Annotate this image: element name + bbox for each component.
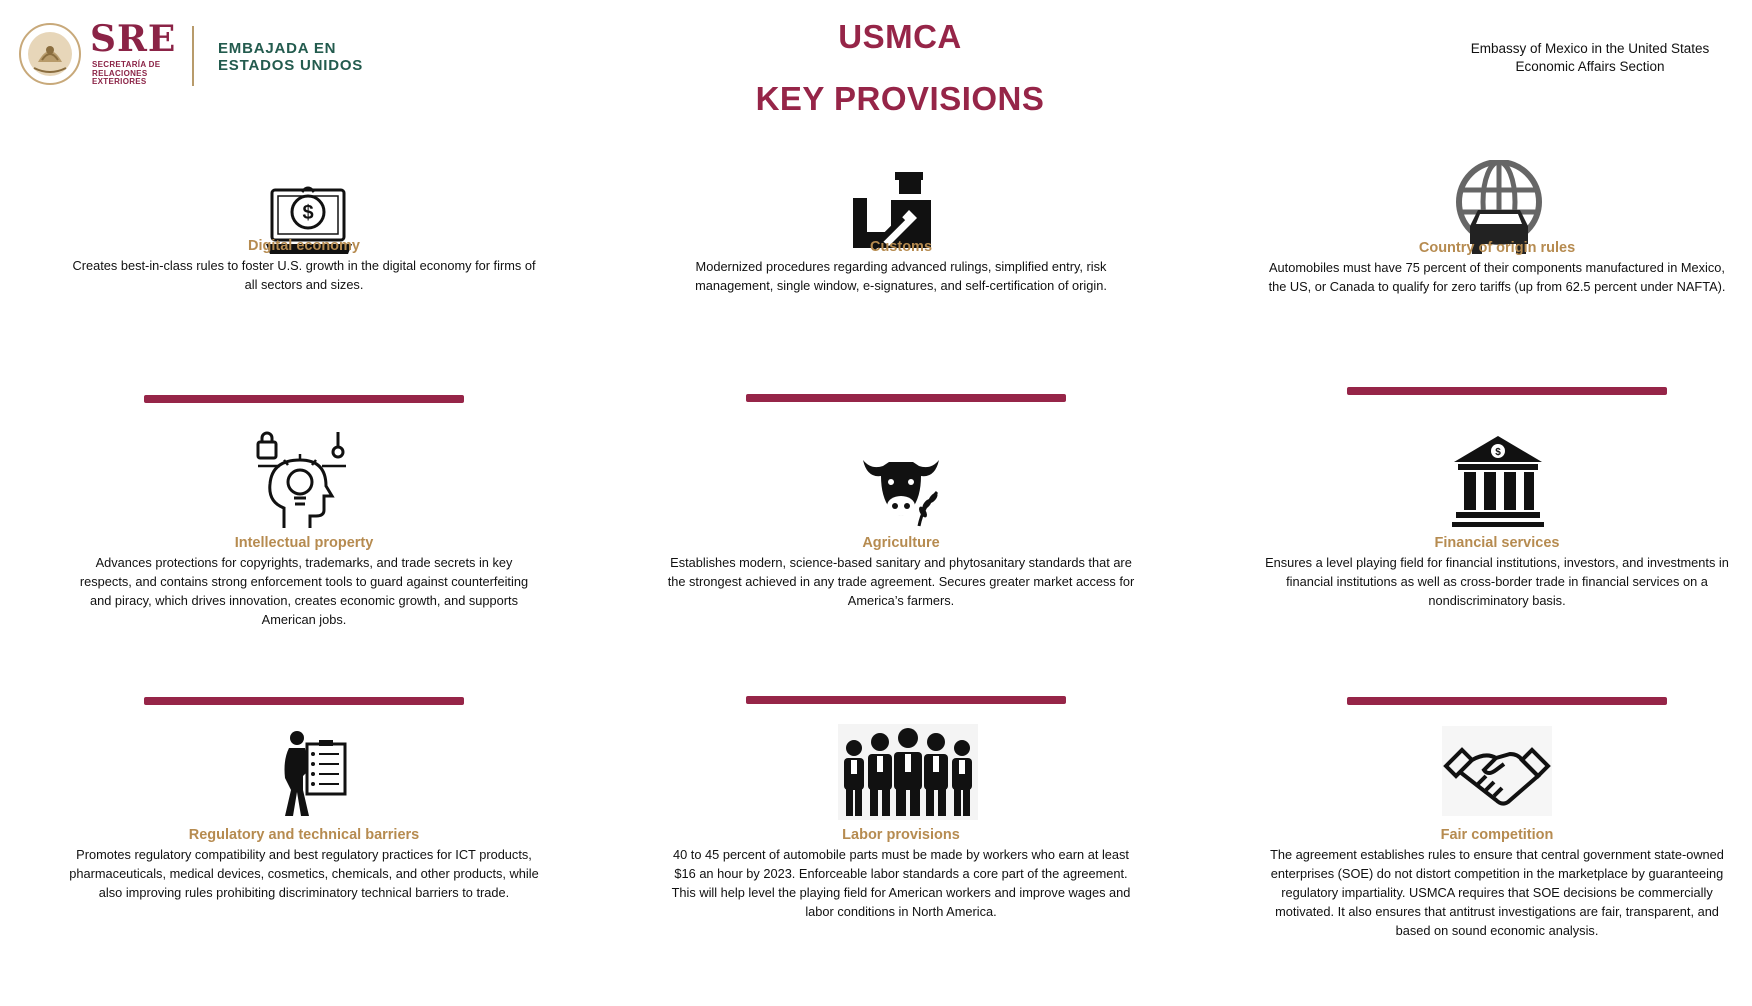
card-title: Country of origin rules	[1418, 240, 1576, 256]
card-country-of-origin-rules	[1262, 160, 1732, 340]
embassy-note-line1: Embassy of Mexico in the United States	[1470, 41, 1710, 56]
card-financial-services	[1262, 428, 1732, 628]
card-title: Fair competition	[1440, 827, 1554, 843]
sre-fullname: SECRETARÍA DE RELACIONES EXTERIORES	[92, 60, 161, 86]
cow-wheat-icon	[861, 448, 941, 528]
card-text: Automobiles must have 75 percent of their components manufactured in Mexico, the US, or Canada to qualify for zero tariffs (up from 62.5 percent under NAFTA).	[1268, 260, 1726, 294]
svg-text:$: $	[302, 202, 314, 224]
card-title: Customs	[869, 239, 933, 255]
svg-text:$: $	[1495, 447, 1501, 458]
sre-acronym: SRE	[90, 18, 177, 60]
card-regulatory-and-technical-barriers	[69, 720, 539, 940]
separator-bar	[1347, 697, 1667, 705]
separator-bar	[144, 395, 464, 403]
card-title: Regulatory and technical barriers	[188, 827, 420, 843]
embassy-logo-text: EMBAJADA EN ESTADOS UNIDOS	[218, 40, 364, 74]
handshake-icon	[1442, 726, 1552, 816]
card-text: Modernized procedures regarding advanced rulings, simplified entry, risk management, single window, e-signatures, and self-certification of origin.	[695, 259, 1107, 293]
page-subtitle: KEY PROVISIONS	[755, 80, 1045, 117]
separator-bar	[1347, 387, 1667, 395]
card-title: Labor provisions	[842, 827, 960, 843]
card-text: Establishes modern, science-based sanitary and phytosanitary standards that are the strongest achieved in any trade agreement. Secures greater market access for America’s farmers.	[667, 555, 1135, 608]
workers-icon	[838, 724, 978, 820]
card-text: 40 to 45 percent of automobile parts must be made by workers who earn at least $16 an hour by 2023. Enforceable labor standards a core part of the agreement. This will help level the playing field for American workers and improve wages and labor conditions in North America.	[671, 847, 1131, 919]
card-title: Digital economy	[248, 238, 360, 254]
card-text: The agreement establishes rules to ensure that central government state-owned enterprises (SOE) do not distort competition in the marketplace by guaranteeing regulatory impartiality. USMCA requires that SOE decisions be commercially motivated. It also ensures that antitrust investigations are fair, transparent, and based on sound economic analysis.	[1270, 847, 1724, 938]
page-title: USMCA	[838, 18, 962, 55]
card-agriculture	[666, 428, 1136, 628]
card-customs	[666, 160, 1136, 340]
embassy-note	[1420, 40, 1752, 76]
separator-bar	[746, 394, 1066, 402]
separator-bar	[144, 697, 464, 705]
card-intellectual-property	[69, 428, 539, 628]
card-labor-provisions	[666, 720, 1136, 940]
card-text: Creates best-in-class rules to foster U.S. growth in the digital economy for firms of all sectors and sizes.	[72, 258, 536, 292]
clipboard-person-icon	[279, 730, 349, 820]
separator-bar	[746, 696, 1066, 704]
card-title: Financial services	[1434, 535, 1560, 551]
card-text: Ensures a level playing field for financial institutions, investors, and investments in financial institutions as well as cross-border trade in financial services on a nondiscriminatory basis.	[1265, 555, 1729, 608]
card-text: Promotes regulatory compatibility and best regulatory practices for ICT products, pharmaceuticals, medical devices, cosmetics, chemicals, and other products, while also improving rules prohibiting discriminatory technical barriers to trade.	[69, 847, 539, 900]
embassy-note-line2: Economic Affairs Section	[1515, 59, 1665, 74]
card-fair-competition	[1262, 720, 1732, 970]
card-title: Agriculture	[862, 535, 940, 551]
bank-icon	[1450, 434, 1546, 530]
idea-head-icon	[254, 430, 350, 530]
card-text: Advances protections for copyrights, trademarks, and trade secrets in key respects, and contains strong enforcement tools to guard against counterfeiting and piracy, which drives innovation, creates economic growth, and supports American jobs.	[79, 555, 529, 627]
card-title: Intellectual property	[234, 535, 374, 551]
card-digital-economy	[69, 160, 539, 340]
